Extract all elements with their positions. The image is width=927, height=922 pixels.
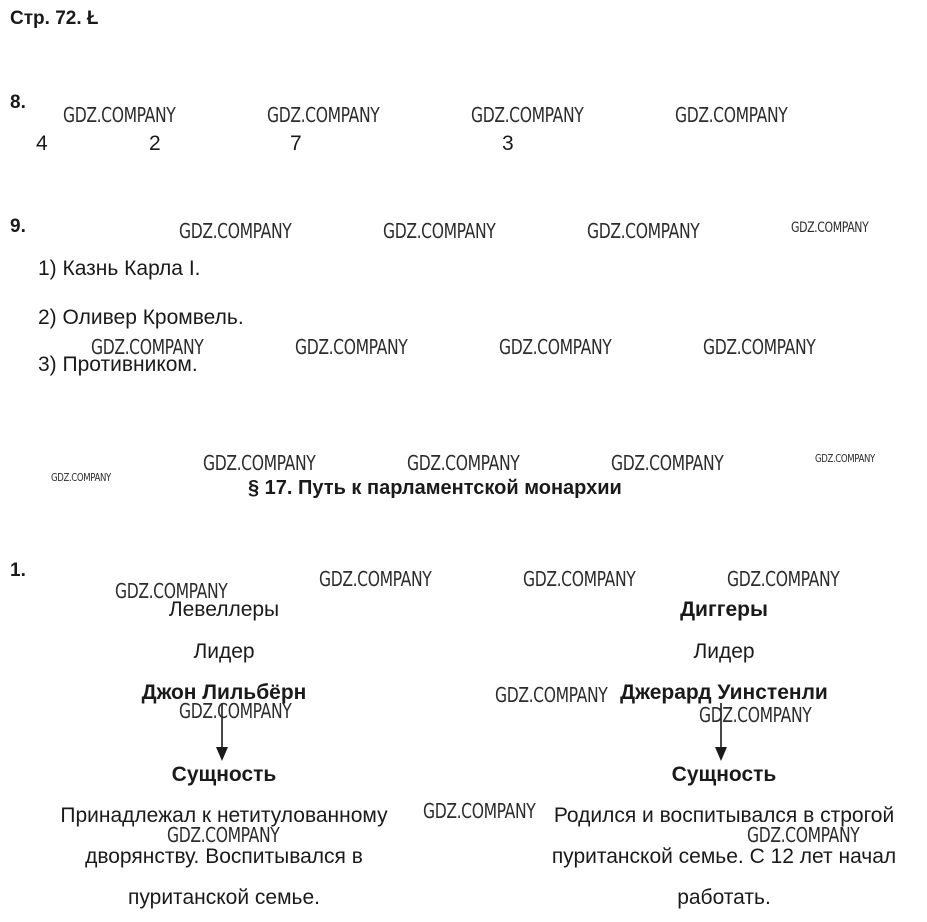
watermark: GDZ.COMPANY [383,219,496,243]
watermark: GDZ.COMPANY [167,823,280,847]
levellers-leader-label: Лидер [193,640,255,663]
task-8-answer-1: 4 [36,132,48,155]
diggers-essence-line-3: работать. [677,886,771,909]
diggers-leader-name: Джерард Уинстенли [620,681,828,704]
watermark: GDZ.COMPANY [675,103,788,127]
levellers-essence-line-3: пуританской семье. [128,886,320,909]
watermark: GDZ.COMPANY [295,335,408,359]
task-8-answer-3: 7 [290,132,302,155]
watermark: GDZ.COMPANY [611,451,724,475]
watermark: GDZ.COMPANY [203,451,316,475]
watermark: GDZ.COMPANY [423,799,536,823]
watermark: GDZ.COMPANY [791,220,869,236]
section-title: § 17. Путь к парламентской монархии [248,477,622,499]
watermark: GDZ.COMPANY [587,219,700,243]
watermark: GDZ.COMPANY [727,567,840,591]
task-9-answer-1: 1) Казнь Карла I. [38,257,201,280]
task-9-number: 9. [10,216,26,237]
task-1-number: 1. [10,560,26,581]
watermark: GDZ.COMPANY [319,567,432,591]
task-8-answer-4: 3 [502,132,514,155]
watermark: GDZ.COMPANY [747,823,860,847]
watermark: GDZ.COMPANY [51,471,111,484]
watermark: GDZ.COMPANY [267,103,380,127]
watermark: GDZ.COMPANY [703,335,816,359]
watermark: GDZ.COMPANY [523,567,636,591]
diggers-label: Диггеры [680,598,768,621]
diggers-essence-line-2: пуританской семье. С 12 лет начал [551,845,897,868]
watermark: GDZ.COMPANY [91,335,204,359]
task-8-answer-2: 2 [149,132,161,155]
watermark: GDZ.COMPANY [815,452,875,465]
watermark: GDZ.COMPANY [179,699,292,723]
watermark: GDZ.COMPANY [495,683,608,707]
levellers-essence-label: Сущность [171,763,277,786]
levellers-leader-name: Джон Лильбёрн [141,681,307,704]
page-header: Стр. 72. Ł [10,8,99,29]
watermark: GDZ.COMPANY [407,451,520,475]
watermark: GDZ.COMPANY [471,103,584,127]
task-9-answer-2: 2) Оливер Кромвель. [38,306,244,329]
watermark: GDZ.COMPANY [499,335,612,359]
task-9-answer-3: 3) Противником. [38,353,198,376]
task-8-number: 8. [10,92,26,113]
watermark: GDZ.COMPANY [179,219,292,243]
levellers-essence-line-2: дворянству. Воспитывался в [85,845,363,868]
levellers-essence-line-1: Принадлежал к нетитулованному [60,804,388,827]
watermark: GDZ.COMPANY [699,703,812,727]
levellers-label: Левеллеры [168,598,280,621]
watermark: GDZ.COMPANY [115,579,228,603]
diggers-essence-line-1: Родился и воспитывался в строгой [553,804,895,827]
diggers-essence-label: Сущность [671,763,777,786]
watermark: GDZ.COMPANY [63,103,176,127]
diggers-leader-label: Лидер [693,640,755,663]
